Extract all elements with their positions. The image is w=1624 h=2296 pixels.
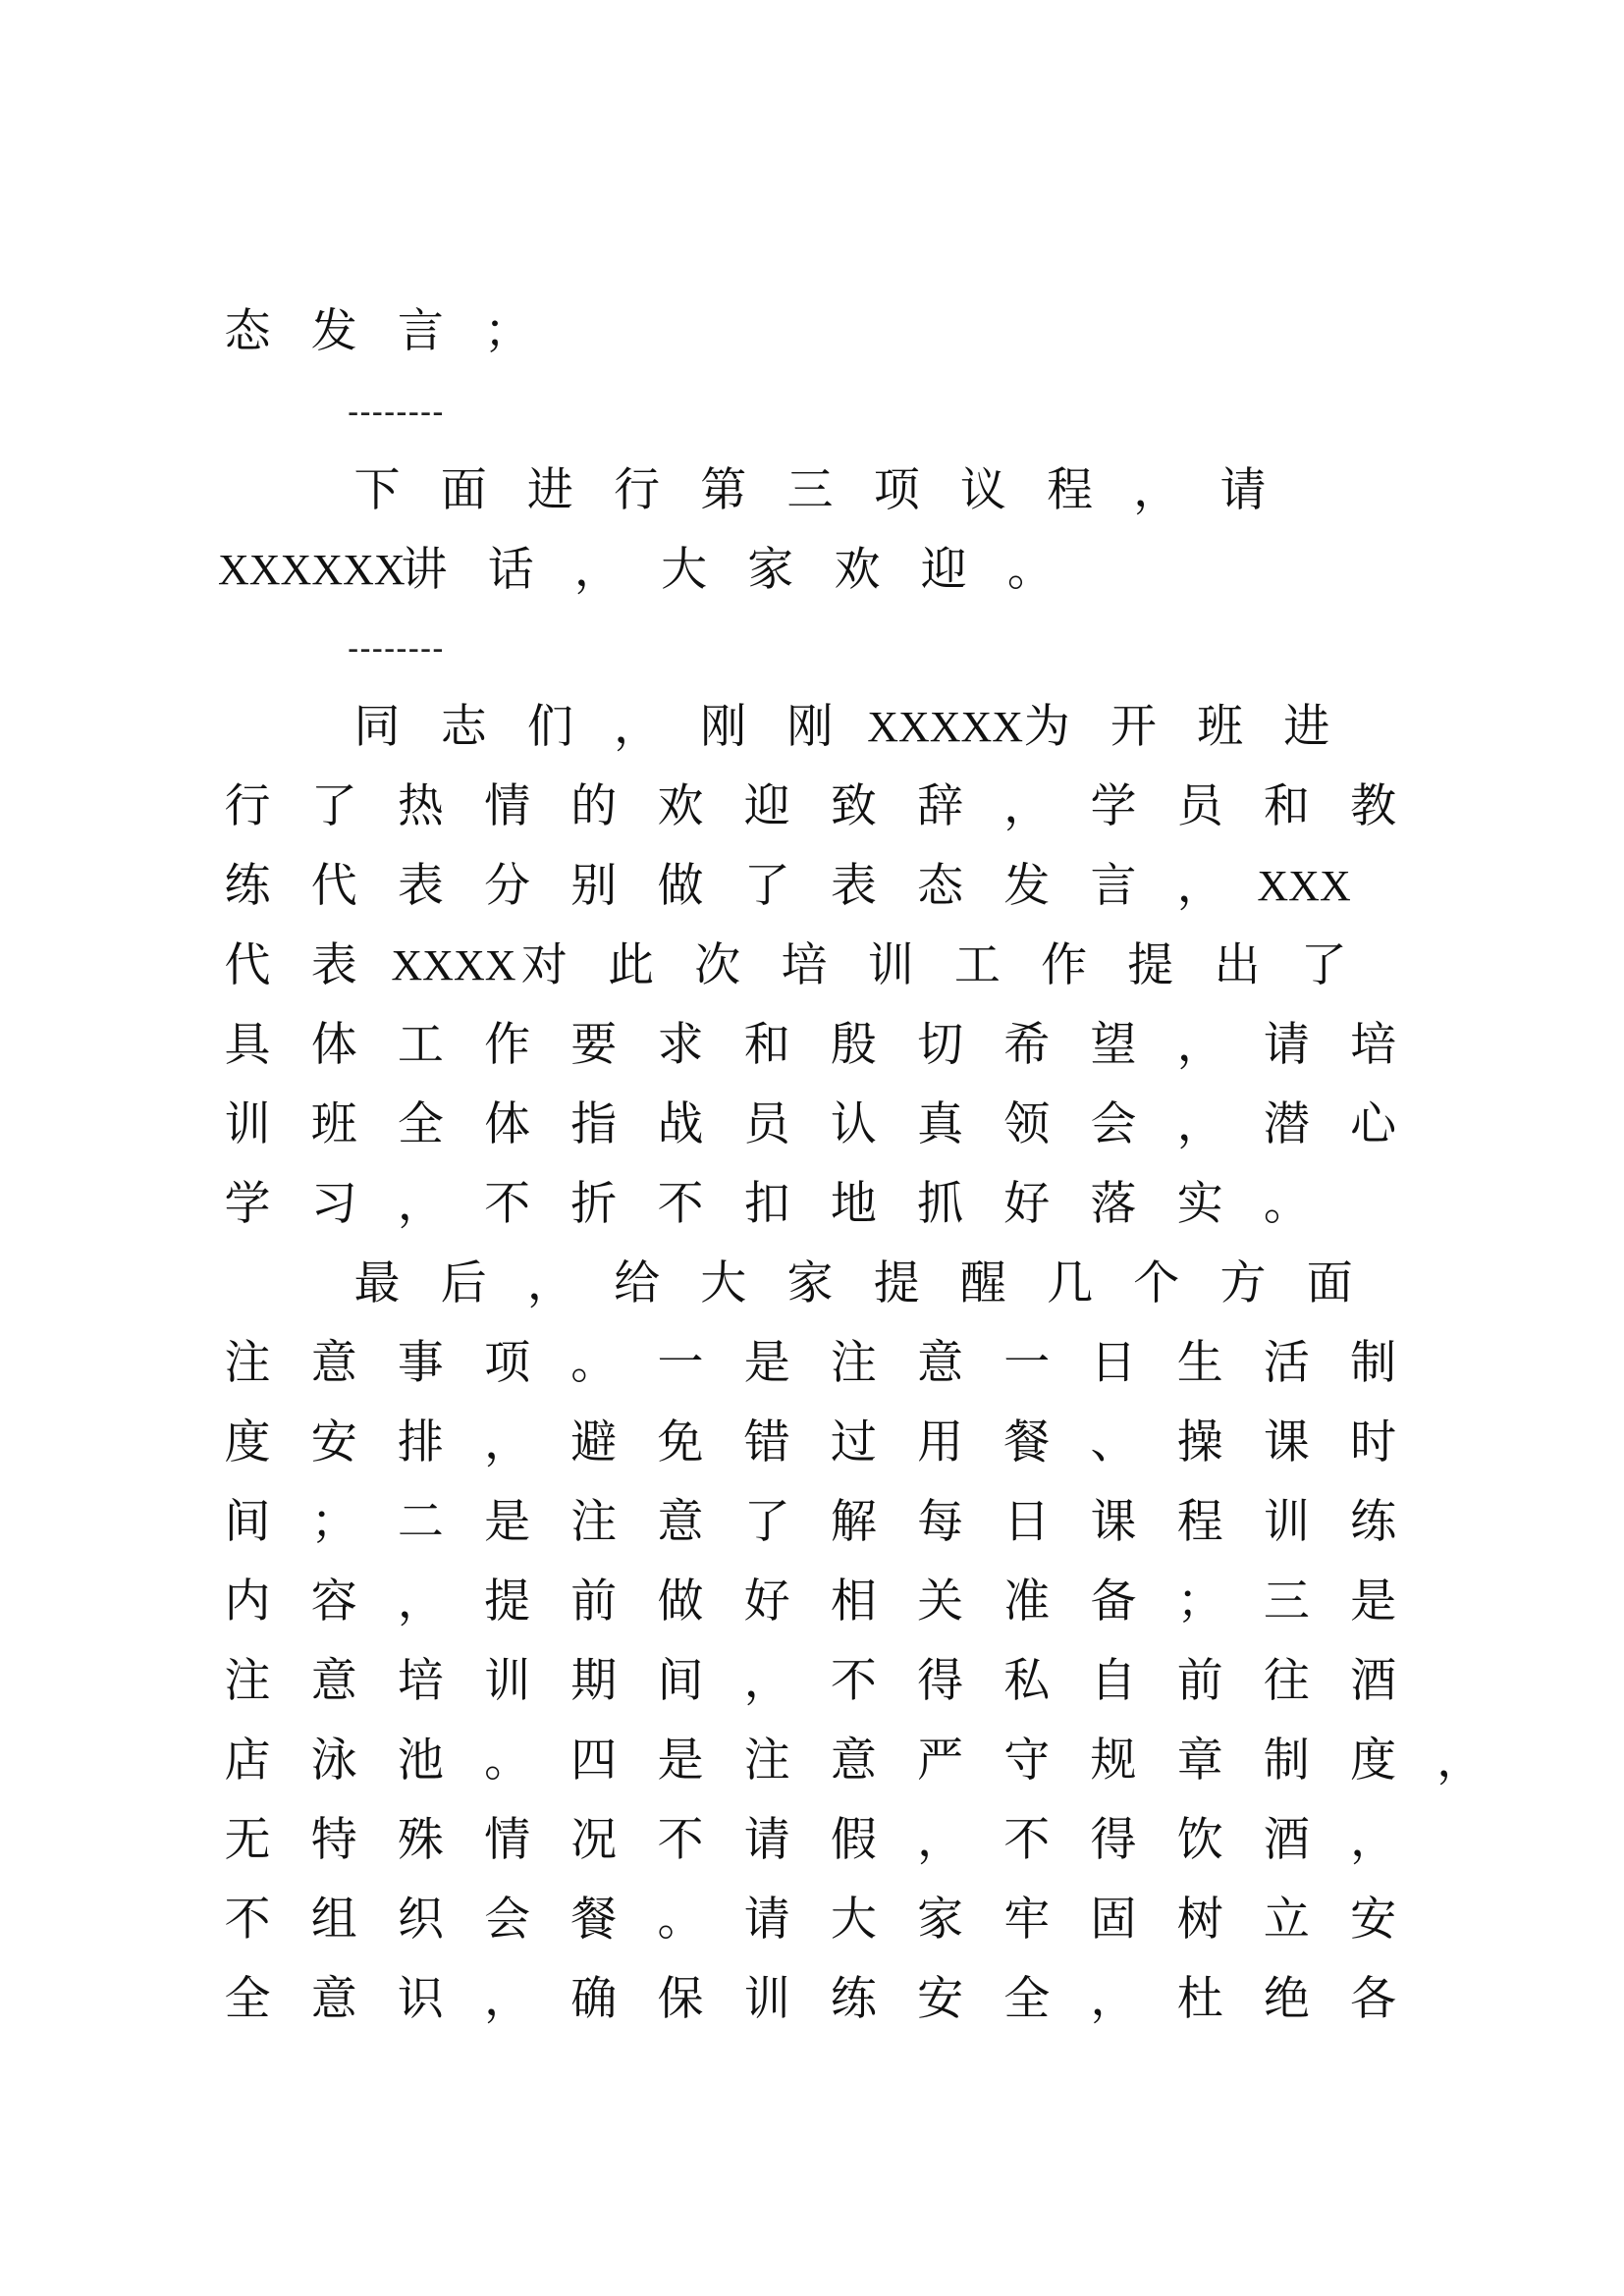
glyph: 培 [781, 938, 828, 992]
glyph: 是 [484, 1495, 531, 1549]
glyph: 酒 [1263, 1813, 1310, 1867]
latin-run: XXXXX [867, 703, 1024, 751]
glyph: 准 [1003, 1575, 1051, 1629]
glyph: 内 [224, 1575, 271, 1629]
glyph: 地 [830, 1177, 877, 1231]
glyph: 得 [1090, 1813, 1137, 1867]
text-line [218, 1721, 1484, 1800]
glyph: 言 [1090, 859, 1137, 913]
glyph: 生 [1176, 1336, 1223, 1390]
glyph: 表 [830, 859, 877, 913]
glyph: 固 [1090, 1893, 1137, 1947]
glyph: 潜 [1263, 1097, 1310, 1151]
glyph: 家 [917, 1893, 964, 1947]
glyph: 进 [1283, 700, 1330, 754]
glyph: 欢 [834, 543, 881, 597]
glyph: 不 [830, 1654, 877, 1708]
glyph: 请 [1263, 1018, 1310, 1072]
text-line [218, 767, 1402, 846]
text-line [218, 1880, 1402, 1959]
glyph: ， [743, 1654, 790, 1708]
glyph: 期 [570, 1654, 618, 1708]
glyph: 训 [743, 1972, 790, 2026]
glyph: 的 [570, 779, 618, 833]
glyph: 课 [1263, 1415, 1310, 1469]
glyph: ， [1003, 779, 1051, 833]
glyph: 训 [224, 1097, 271, 1151]
glyph: 求 [657, 1018, 704, 1072]
latin-run: XXXX [391, 941, 516, 989]
glyph: 特 [310, 1813, 357, 1867]
glyph: 迎 [920, 543, 967, 597]
glyph: 员 [1176, 779, 1223, 833]
glyph: 具 [224, 1018, 271, 1072]
glyph: 。 [570, 1336, 618, 1390]
text-line [218, 1482, 1402, 1562]
glyph: 学 [224, 1177, 271, 1231]
glyph: 备 [1090, 1575, 1137, 1629]
glyph: 班 [1197, 700, 1244, 754]
glyph: 安 [917, 1972, 964, 2026]
glyph: 教 [1350, 779, 1397, 833]
glyph: 假 [830, 1813, 877, 1867]
glyph: 别 [570, 859, 618, 913]
glyph: 店 [224, 1734, 271, 1788]
glyph: 不 [224, 1893, 271, 1947]
glyph: 辞 [917, 779, 964, 833]
glyph: 训 [484, 1654, 531, 1708]
text-line [218, 1323, 1402, 1403]
glyph: 发 [1003, 859, 1051, 913]
glyph: 注 [743, 1734, 790, 1788]
glyph: 意 [310, 1654, 357, 1708]
text-line [218, 1641, 1402, 1721]
glyph: 织 [397, 1893, 444, 1947]
glyph: 个 [1133, 1256, 1180, 1310]
glyph: 制 [1263, 1734, 1310, 1788]
text-line [348, 687, 1402, 767]
glyph: 会 [484, 1893, 531, 1947]
text-line [218, 1164, 1402, 1244]
glyph: 训 [867, 938, 914, 992]
text-line [218, 926, 1402, 1005]
text-line [218, 1403, 1402, 1482]
glyph: 要 [570, 1018, 618, 1072]
glyph: 不 [657, 1813, 704, 1867]
glyph: 态 [917, 859, 964, 913]
glyph: 指 [570, 1097, 618, 1151]
text-line [218, 530, 1402, 610]
glyph: 表 [310, 938, 357, 992]
glyph: 提 [873, 1256, 920, 1310]
glyph: 出 [1214, 938, 1261, 992]
glyph: 。 [657, 1893, 704, 1947]
glyph: 欢 [657, 779, 704, 833]
glyph: 注 [224, 1336, 271, 1390]
glyph: 私 [1003, 1654, 1051, 1708]
glyph: 全 [224, 1972, 271, 2026]
glyph: 意 [830, 1734, 877, 1788]
glyph: 折 [570, 1177, 618, 1231]
glyph: 了 [743, 1495, 790, 1549]
glyph: 用 [917, 1415, 964, 1469]
glyph: 课 [1090, 1495, 1137, 1549]
text-line [348, 1244, 1402, 1323]
glyph: ， [573, 543, 621, 597]
glyph: ， [484, 1972, 531, 2026]
glyph: 意 [657, 1495, 704, 1549]
glyph: 训 [1263, 1495, 1310, 1549]
glyph: 全 [1003, 1972, 1051, 2026]
glyph: 得 [917, 1654, 964, 1708]
glyph: 自 [1090, 1654, 1137, 1708]
glyph: ， [1176, 1097, 1223, 1151]
glyph: 不 [657, 1177, 704, 1231]
text-line [218, 292, 1402, 371]
glyph: 同 [353, 700, 401, 754]
glyph: 意 [310, 1336, 357, 1390]
glyph: 前 [1176, 1654, 1223, 1708]
glyph: 作 [484, 1018, 531, 1072]
glyph: 战 [657, 1097, 704, 1151]
glyph: 和 [743, 1018, 790, 1072]
glyph: 员 [743, 1097, 790, 1151]
glyph: 免 [657, 1415, 704, 1469]
glyph: 表 [397, 859, 444, 913]
glyph: 次 [694, 938, 741, 992]
glyph: 避 [570, 1415, 618, 1469]
glyph: 三 [786, 463, 834, 517]
glyph: 下 [353, 463, 401, 517]
glyph: 为 [1023, 700, 1070, 754]
glyph: 请 [743, 1813, 790, 1867]
glyph: 态 [224, 304, 271, 358]
glyph: 杜 [1176, 1972, 1223, 2026]
glyph: 前 [570, 1575, 618, 1629]
glyph: 殷 [830, 1018, 877, 1072]
glyph: 每 [917, 1495, 964, 1549]
glyph: 体 [484, 1097, 531, 1151]
glyph: 章 [1176, 1734, 1223, 1788]
glyph: 大 [830, 1893, 877, 1947]
glyph: 情 [484, 779, 531, 833]
glyph: 池 [397, 1734, 444, 1788]
separator-line: -------- [348, 394, 445, 431]
glyph: 情 [484, 1813, 531, 1867]
glyph: 各 [1350, 1972, 1397, 2026]
glyph: 间 [224, 1495, 271, 1549]
glyph: 一 [657, 1336, 704, 1390]
glyph: 组 [310, 1893, 357, 1947]
glyph: 开 [1110, 700, 1157, 754]
glyph: 况 [570, 1813, 618, 1867]
glyph: 醒 [959, 1256, 1006, 1310]
glyph: 练 [830, 1972, 877, 2026]
glyph: 了 [743, 859, 790, 913]
glyph: ； [484, 304, 531, 358]
glyph: 议 [959, 463, 1006, 517]
glyph: 是 [743, 1336, 790, 1390]
glyph: ， [1133, 463, 1180, 517]
glyph: 意 [310, 1972, 357, 2026]
glyph: ， [397, 1575, 444, 1629]
glyph: ， [526, 1256, 573, 1310]
glyph: 话 [487, 543, 534, 597]
glyph: 面 [1306, 1256, 1353, 1310]
glyph: 牢 [1003, 1893, 1051, 1947]
glyph: 程 [1176, 1495, 1223, 1549]
glyph: 刚 [700, 700, 747, 754]
glyph: 领 [1003, 1097, 1051, 1151]
glyph: ， [1350, 1813, 1397, 1867]
glyph: 培 [397, 1654, 444, 1708]
glyph: 注 [570, 1495, 618, 1549]
glyph: ， [1176, 859, 1223, 913]
glyph: 好 [1003, 1177, 1051, 1231]
glyph: 习 [310, 1177, 357, 1231]
glyph: 二 [397, 1495, 444, 1549]
glyph: 切 [917, 1018, 964, 1072]
glyph: 热 [397, 779, 444, 833]
glyph: 最 [353, 1256, 401, 1310]
text-line [218, 1800, 1402, 1880]
glyph: 代 [310, 859, 357, 913]
glyph: 相 [830, 1575, 877, 1629]
glyph: 扣 [743, 1177, 790, 1231]
glyph: 度 [224, 1415, 271, 1469]
glyph: 制 [1350, 1336, 1397, 1390]
glyph: 作 [1041, 938, 1088, 992]
glyph: 代 [224, 938, 271, 992]
glyph: 分 [484, 859, 531, 913]
glyph: ， [484, 1415, 531, 1469]
glyph: 容 [310, 1575, 357, 1629]
glyph: 落 [1090, 1177, 1137, 1231]
glyph: 提 [1127, 938, 1174, 992]
glyph: 抓 [917, 1177, 964, 1231]
glyph: 立 [1263, 1893, 1310, 1947]
glyph: 不 [484, 1177, 531, 1231]
glyph: 安 [1350, 1893, 1397, 1947]
glyph: 家 [747, 543, 794, 597]
glyph: 请 [743, 1893, 790, 1947]
glyph: ， [1090, 1972, 1137, 2026]
glyph: 面 [440, 463, 487, 517]
glyph: ， [917, 1813, 964, 1867]
glyph: 餐 [1003, 1415, 1051, 1469]
latin-run: XXX [1257, 862, 1351, 910]
glyph: 过 [830, 1415, 877, 1469]
glyph: 注 [224, 1654, 271, 1708]
glyph: 大 [661, 543, 708, 597]
glyph: 往 [1263, 1654, 1310, 1708]
glyph: 错 [743, 1415, 790, 1469]
glyph: ， [397, 1177, 444, 1231]
glyph: 意 [917, 1336, 964, 1390]
glyph: 给 [614, 1256, 661, 1310]
text-line [218, 1085, 1402, 1164]
glyph: 事 [397, 1336, 444, 1390]
glyph: 酒 [1350, 1654, 1397, 1708]
glyph: 全 [397, 1097, 444, 1151]
glyph: 四 [570, 1734, 618, 1788]
glyph: 日 [1003, 1495, 1051, 1549]
glyph: 认 [830, 1097, 877, 1151]
glyph: 练 [1350, 1495, 1397, 1549]
glyph: 讲 [401, 543, 448, 597]
glyph: 请 [1219, 463, 1267, 517]
glyph: 解 [830, 1495, 877, 1549]
glyph: 排 [397, 1415, 444, 1469]
glyph: 发 [310, 304, 357, 358]
glyph: 规 [1090, 1734, 1137, 1788]
glyph: 是 [1350, 1575, 1397, 1629]
glyph: 时 [1350, 1415, 1397, 1469]
glyph: 家 [786, 1256, 834, 1310]
text-line [218, 1959, 1402, 2039]
text-line [218, 1562, 1402, 1641]
glyph: 一 [1003, 1336, 1051, 1390]
glyph: 对 [520, 938, 568, 992]
glyph: 饮 [1176, 1813, 1223, 1867]
glyph: 志 [440, 700, 487, 754]
glyph: 项 [873, 463, 920, 517]
glyph: 刚 [786, 700, 834, 754]
glyph: 保 [657, 1972, 704, 2026]
glyph: 致 [830, 779, 877, 833]
glyph: 体 [310, 1018, 357, 1072]
glyph: 大 [700, 1256, 747, 1310]
glyph: 确 [570, 1972, 618, 2026]
glyph: 工 [953, 938, 1001, 992]
glyph: 希 [1003, 1018, 1051, 1072]
glyph: 是 [657, 1734, 704, 1788]
glyph: 迎 [743, 779, 790, 833]
glyph: 、 [1090, 1415, 1137, 1469]
glyph: 不 [1003, 1813, 1051, 1867]
glyph: 无 [224, 1813, 271, 1867]
glyph: 。 [484, 1734, 531, 1788]
glyph: 做 [657, 1575, 704, 1629]
glyph: ； [310, 1495, 357, 1549]
glyph: 进 [526, 463, 573, 517]
glyph: 真 [917, 1097, 964, 1151]
glyph: 行 [614, 463, 661, 517]
text-line [348, 451, 1402, 530]
glyph: 餐 [570, 1893, 618, 1947]
glyph: 间 [657, 1654, 704, 1708]
glyph: 第 [700, 463, 747, 517]
glyph: 言 [397, 304, 444, 358]
glyph: 操 [1176, 1415, 1223, 1469]
glyph: 方 [1219, 1256, 1267, 1310]
glyph: 此 [608, 938, 655, 992]
glyph: 程 [1047, 463, 1094, 517]
glyph: 三 [1263, 1575, 1310, 1629]
glyph: 望 [1090, 1018, 1137, 1072]
glyph: 培 [1350, 1018, 1397, 1072]
glyph: 守 [1003, 1734, 1051, 1788]
glyph: 安 [310, 1415, 357, 1469]
glyph: 日 [1090, 1336, 1137, 1390]
latin-run: XXXXXX [218, 546, 406, 594]
glyph: 关 [917, 1575, 964, 1629]
glyph: 严 [917, 1734, 964, 1788]
glyph: 好 [743, 1575, 790, 1629]
glyph: ； [1176, 1575, 1223, 1629]
glyph: 了 [1300, 938, 1347, 992]
text-line [218, 846, 1402, 926]
glyph: 绝 [1263, 1972, 1310, 2026]
separator-line: -------- [348, 630, 445, 667]
glyph: 心 [1350, 1097, 1397, 1151]
glyph: 练 [224, 859, 271, 913]
glyph: 项 [484, 1336, 531, 1390]
glyph: ， [614, 700, 661, 754]
glyph: 行 [224, 779, 271, 833]
glyph: ， [1436, 1734, 1484, 1788]
glyph: 会 [1090, 1097, 1137, 1151]
glyph: 泳 [310, 1734, 357, 1788]
glyph: 识 [397, 1972, 444, 2026]
glyph: 提 [484, 1575, 531, 1629]
text-line [218, 1005, 1402, 1085]
glyph: ， [1176, 1018, 1223, 1072]
glyph: 树 [1176, 1893, 1223, 1947]
glyph: 和 [1263, 779, 1310, 833]
glyph: 。 [1006, 543, 1054, 597]
glyph: 做 [657, 859, 704, 913]
glyph: 后 [440, 1256, 487, 1310]
glyph: 学 [1090, 779, 1137, 833]
glyph: 工 [397, 1018, 444, 1072]
glyph: 实 [1176, 1177, 1223, 1231]
glyph: 班 [310, 1097, 357, 1151]
glyph: 几 [1047, 1256, 1094, 1310]
glyph: 殊 [397, 1813, 444, 1867]
glyph: 度 [1350, 1734, 1397, 1788]
glyph: 们 [526, 700, 573, 754]
glyph: 了 [310, 779, 357, 833]
glyph: 活 [1263, 1336, 1310, 1390]
glyph: 。 [1263, 1177, 1310, 1231]
glyph: 注 [830, 1336, 877, 1390]
